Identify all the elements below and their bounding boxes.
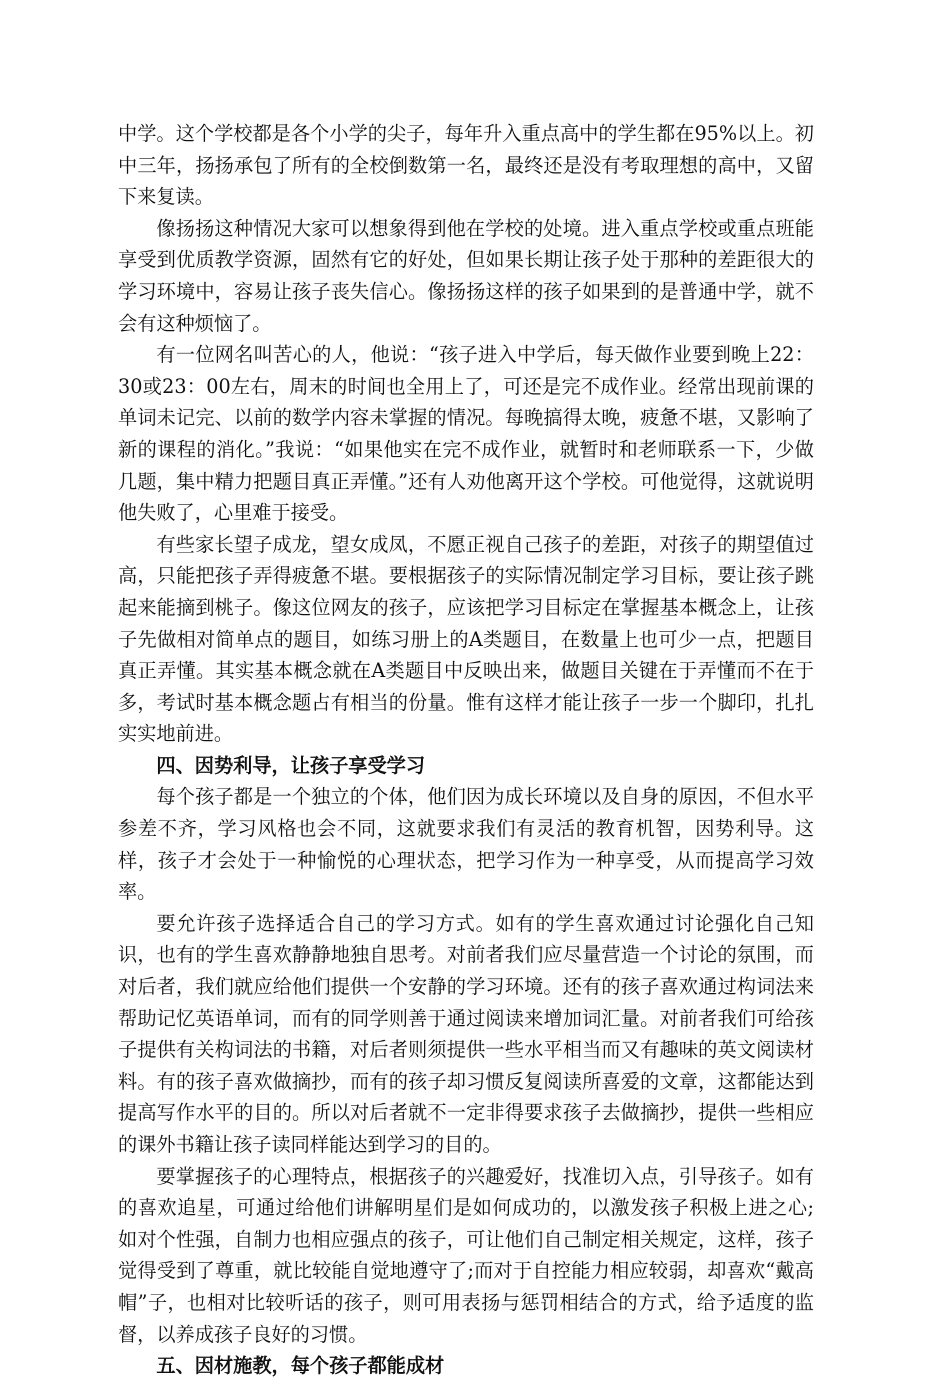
section-heading: 五、因材施教，每个孩子都能成材: [156, 1354, 445, 1378]
paragraph: 像扬扬这种情况大家可以想象得到他在学校的处境。进入重点学校或重点班能享受到优质教学资源，固然有它的好处，但如果长期让孩子处于那种的差距很大的学习环境中，容易让孩子丧失信心。像扬扬这样的孩子如果到的是普通中学，就不会有这种烦恼了。: [118, 216, 814, 335]
paragraph: 中学。这个学校都是各个小学的尖子，每年升入重点高中的学生都在95%以上。初中三年，扬扬承包了所有的全校倒数第一名，最终还是没有考取理想的高中，又留下来复读。: [118, 122, 814, 209]
paragraph: 每个孩子都是一个独立的个体，他们因为成长环境以及自身的原因，不但水平参差不齐，学习风格也会不同，这就要求我们有灵活的教育机智，因势利导。这样，孩子才会处于一种愉悦的心理状态，把学习作为一种享受，从而提高学习效率。: [118, 785, 814, 904]
section-heading: 四、因势利导，让孩子享受学习: [156, 753, 426, 777]
paragraph: 有些家长望子成龙，望女成凤，不愿正视自己孩子的差距，对孩子的期望值过高，只能把孩子弄得疲惫不堪。要根据孩子的实际情况制定学习目标，要让孩子跳起来能摘到桃子。像这位网友的孩子，应该把学习目标定在掌握基本概念上，让孩子先做相对简单点的题目，如练习册上的A类题目，在数量上也可少一点，把题目真正弄懂。其实基本概念就在A类题目中反映出来，做题目关键在于弄懂而不在于多，考试时基本概念题占有相当的份量。惟有这样才能让孩子一步一个脚印，扎扎实实地前进。: [118, 532, 814, 746]
paragraph: 要掌握孩子的心理特点，根据孩子的兴趣爱好，找准切入点，引导孩子。如有的喜欢追星，可通过给他们讲解明星们是如何成功的，以激发孩子积极上进之心;如对个性强，自制力也相应强点的孩子，可让他们自己制定相关规定，这样，孩子觉得受到了尊重，就比较能自觉地遵守了;而对于自控能力相应较弱，却喜欢“戴高帽”子，也相对比较听话的孩子，则可用表扬与惩罚相结合的方式，给予适度的监督，以养成孩子良好的习惯。: [118, 1164, 814, 1346]
paragraph: 要允许孩子选择适合自己的学习方式。如有的学生喜欢通过讨论强化自己知识，也有的学生喜欢静静地独自思考。对前者我们应尽量营造一个讨论的氛围，而对后者，我们就应给他们提供一个安静的学习环境。还有的孩子喜欢通过构词法来帮助记忆英语单词，而有的同学则善于通过阅读来增加词汇量。对前者我们可给孩子提供有关构词法的书籍，对后者则须提供一些水平相当而又有趣味的英文阅读材料。有的孩子喜欢做摘抄，而有的孩子却习惯反复阅读所喜爱的文章，这都能达到提高写作水平的目的。所以对后者就不一定非得要求孩子去做摘抄，提供一些相应的课外书籍让孩子读同样能达到学习的目的。: [118, 911, 814, 1156]
document-page: [118, 118, 814, 1382]
paragraph: 有一位网名叫苦心的人，他说：“孩子进入中学后，每天做作业要到晚上22：30或23：00左右，周末的时间也全用上了，可还是完不成作业。经常出现前课的单词未记完、以前的数学内容未掌握的情况。每晚搞得太晚，疲惫不堪，又影响了新的课程的消化。”我说：“如果他实在完不成作业，就暂时和老师联系一下，少做几题，集中精力把题目真正弄懂。”还有人劝他离开这个学校。可他觉得，这就说明他失败了，心里难于接受。: [118, 343, 814, 525]
